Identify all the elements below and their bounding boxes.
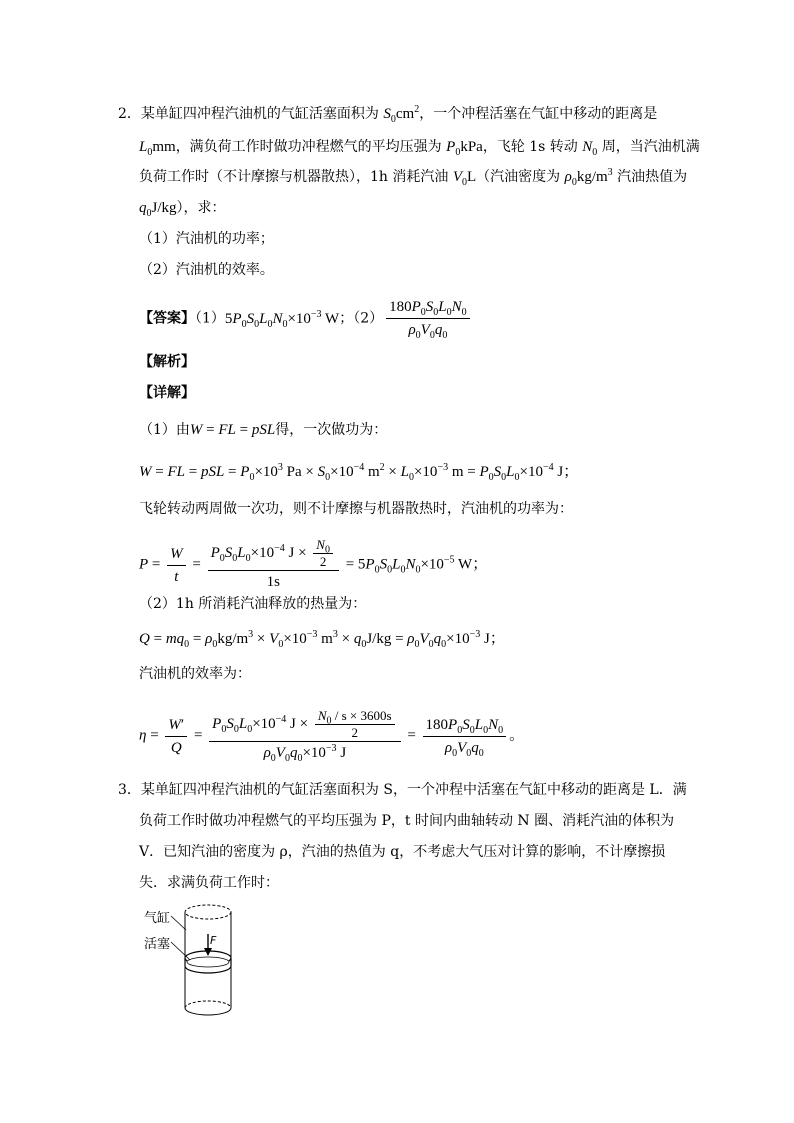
answer-2-fraction: $\frac{180P_0S_0L_0N_0}{\rho_0V_0q_0}$ [386, 296, 470, 341]
detail-efficiency-equation: η = $\frac{W'}{Q}$ = $P_0S_0L_0\times 10^{-4}$ J × $\frac{N_0 / s \times 3600s}{2}$ $\rho_0V_0q_0\times 10^{-3}$ J = $\frac{180P_0S_0L_0N_0}{\rho_0V_0q_0}$ 。 [139, 708, 525, 764]
detail-work-equation: W = FL = pSL = $P_0\times 10^3$ $Pa \times S_0\times 10^{-4}$ $m^2 \times L_0\times 10^{-3}$ $m = P_0S_0L_0\times 10^{-4}$ J； [139, 462, 579, 483]
label-cylinder-leader [171, 916, 186, 930]
piston-ring [187, 957, 229, 967]
cylinder-bottom-back [185, 1001, 231, 1008]
detail-line5: （2）1h 所消耗汽油释放的热量为： [139, 596, 367, 612]
q3-line2: 负荷工作时做功冲程燃气的平均压强为 P，t 时间内曲轴转动 N 圈、消耗汽油的体积为 [139, 813, 675, 829]
detail-label: 【详解】 [139, 385, 195, 401]
q2-line4: $q_0J/kg$），求： [139, 200, 226, 219]
q2-subquestion-2: （2）汽油机的效率。 [139, 262, 274, 278]
q2-subquestion-1: （1）汽油机的功率； [139, 231, 274, 247]
detail-power-equation: P = $\frac{W}{t}$ = $P_0S_0L_0\times 10^{-4}$ J × $\frac{N_0}{2}$ 1s = $5P_0S_0L_0N_0\times 10^{-5}$ W； [139, 537, 488, 590]
cylinder-top-ellipse [185, 905, 231, 919]
cylinder-piston-figure [140, 900, 250, 1020]
label-piston-leader [171, 942, 190, 960]
label-piston: 活塞 [144, 937, 171, 952]
q2-number: 2． [118, 106, 141, 122]
q3-line1: 3．某单缸四冲程汽油机的气缸活塞面积为 S，一个冲程中活塞在气缸中移动的距离是 L．满 [118, 782, 687, 798]
analysis-label: 【解析】 [139, 354, 195, 370]
detail-line7: 汽油机的效率为： [139, 666, 251, 682]
detail-heat-equation: $Q = mq_0 = \rho_0kg/m^3 \times V_0\times 10^{-3}$ $m^3 \times q_0J/kg = \rho_0V_0q_0\times 10^{-3}$ J； [139, 629, 505, 650]
force-arrow-head [204, 948, 212, 956]
q3-number: 3． [118, 782, 141, 798]
q2-answer: 【答案】$(1)5P_0S_0L_0N_0\times 10^{-3}$ W；（2） $\frac{180P_0S_0L_0N_0}{\rho_0V_0q_0}$ [139, 296, 473, 341]
force-label: F [210, 934, 217, 947]
detail-line3: 飞轮转动两周做一次功，则不计摩擦与机器散热时，汽油机的功率为： [139, 501, 573, 517]
q2-line1: 2．某单缸四冲程汽油机的气缸活塞面积为 $S_0cm^2$，一个冲程活塞在气缸中移动的距离是 [118, 104, 658, 125]
q3-line3: V．已知汽油的密度为 ρ，汽油的热值为 q，不考虑大气压对计算的影响，不计摩擦损 [139, 844, 666, 860]
label-cylinder: 气缸 [144, 911, 171, 926]
cylinder-bottom-front [185, 1008, 231, 1015]
q3-line4: 失．求满负荷工作时： [139, 875, 279, 891]
q2-line3: 负荷工作时（不计摩擦与机器散热），1h 消耗汽油 $V_0L$（汽油密度为 $\rho_0kg/m^3$ 汽油热值为 [139, 167, 688, 188]
q2-line2: $L_0mm$，满负荷工作时做功冲程燃气的平均压强为 $P_0kPa$，飞轮 1s 转动 $N_0$ 周，当汽油机满 [139, 139, 700, 158]
answer-label: 【答案】 [139, 310, 195, 327]
detail-line1: （1）由W = FL = pSL得，一次做功为： [139, 422, 388, 438]
